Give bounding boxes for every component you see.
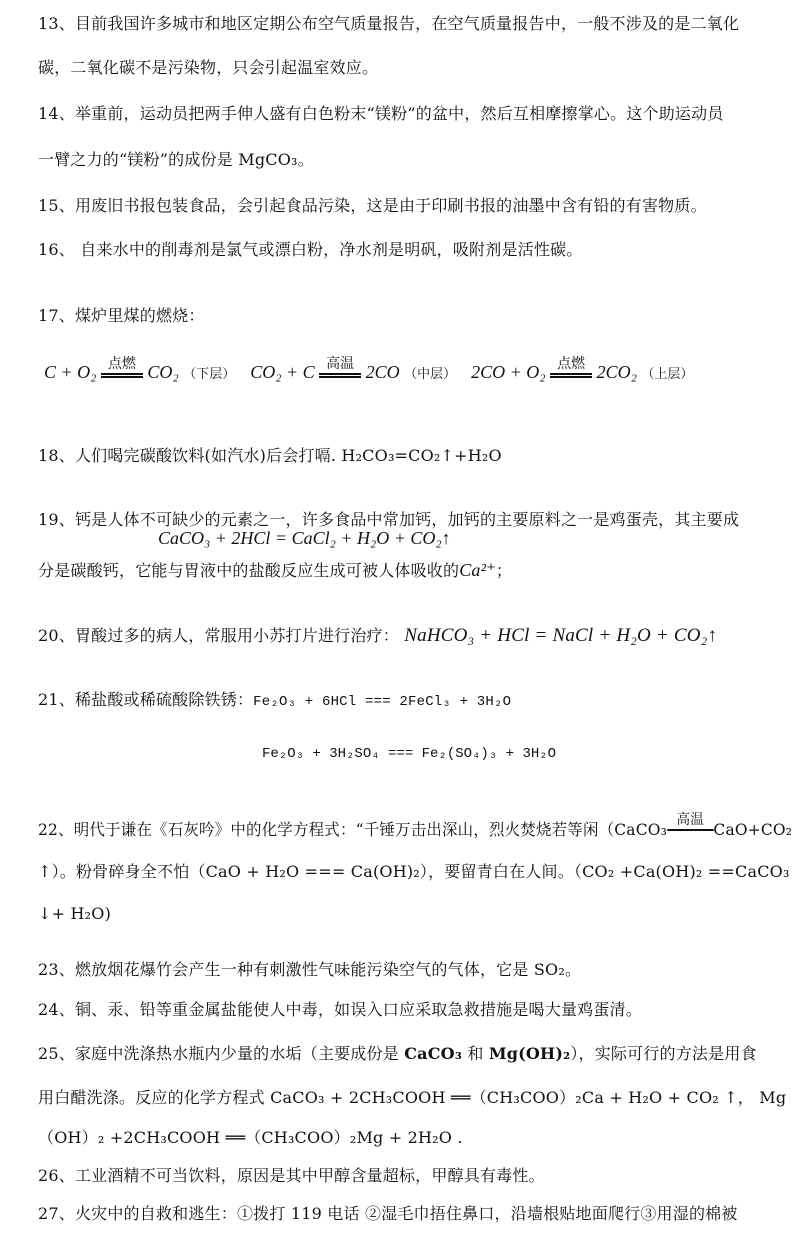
item-19-line-1: 19、钙是人体不可缺少的元素之一，许多食品中常加钙，加钙的主要原料之一是鸡蛋壳，其主要成 [38,510,740,529]
item-19-line-2-text: 分是碳酸钙，它能与胃液中的盐酸反应生成可被人体吸收的 [38,561,460,580]
item-20-equation: NaHCO₃ + HCl = NaCl + H₂O + CO₂↑ [404,625,718,646]
item-25-text-c: ），实际可行的方法是用食 [570,1044,757,1063]
item-14-line-2: 一臂之力的“镁粉”的成份是 MgCO₃。 [38,150,314,169]
item-22-text: 22、明代于谦在《石灰吟》中的化学方程式：“千锤万击出深山，烈火焚烧若等闲（CaCO₃ [38,820,668,839]
item-18-line-1: 18、人们喝完碳酸饮料(如汽水)后会打嗝. H₂CO₃=CO₂↑+H₂O [38,446,502,465]
item-13-line-1: 13、目前我国许多城市和地区定期公布空气质量报告，在空气质量报告中，一般不涉及的是二氧化 [38,14,740,33]
eq2-right: 2CO [365,362,400,382]
eq2-condition: 高温 [326,356,355,373]
eq2-arrow [319,357,361,378]
item-23-line-1: 23、燃放烟花爆竹会产生一种有刺激性气味能污染空气的气体，它是 SO₂。 [38,960,582,979]
eq2-note: （中层） [404,367,457,382]
item-19-line-2-end: ； [495,561,513,580]
eq3-right: 2CO₂ [596,362,637,382]
item-24-line-1: 24、铜、汞、铅等重金属盐能使人中毒，如误入口应采取急救措施是喝大量鸡蛋清。 [38,1000,642,1019]
item-26-line-1: 26、工业酒精不可当饮料，原因是其中甲醇含量超标，甲醇具有毒性。 [38,1166,545,1185]
item-22-condition: 高温 [676,812,704,828]
eq3-note: （上层） [641,367,694,382]
eq1-arrow [101,357,143,378]
item-21-equation-1: Fe₂O₃ + 6HCl === 2FeCl₃ + 3H₂O [253,694,512,710]
item-21-equation-2: Fe₂O₃ + 3H₂SO₄ === Fe₂(SO₄)₃ + 3H₂O [262,746,557,762]
item-22-line-2: ↑）。粉骨碎身全不怕（CaO + H₂O === Ca(OH)₂），要留青白在人间。（CO₂ +Ca(OH)₂ ==CaCO₃ [38,862,790,881]
item-22-line-3: ↓+ H₂O) [38,904,112,923]
eq3-arrow [550,357,592,378]
eq3-condition: 点燃 [557,356,586,373]
item-21-line-1 [38,690,511,712]
item-22-arrow [667,813,713,832]
item-14-line-1: 14、举重前，运动员把两手伸人盛有白色粉末“镁粉”的盆中，然后互相摩擦掌心。这个助运动员 [38,104,724,123]
eq1-note: （下层） [183,367,236,382]
item-27-line-1: 27、火灾中的自救和逃生：①拨打 119 电话 ②湿毛巾捂住鼻口，沿墙根贴地面爬行③用湿的棉被 [38,1204,738,1223]
item-17-equations [44,356,694,384]
calcium-ion: Ca²⁺ [459,560,496,580]
item-22-text-end: CaO+CO₂ [713,820,793,839]
item-25-text-a: 25、家庭中洗涤热水瓶内少量的水垢（主要成份是 [38,1044,405,1063]
item-25-bold-2: Mg(OH)₂ [488,1044,571,1063]
eq2-left: CO₂ + C [250,362,315,382]
item-25-line-1 [38,1044,757,1064]
eq3-left: 2CO + O₂ [471,362,546,382]
item-25-bold-1: CaCO₃ [404,1044,463,1063]
item-25-text-b: 和 [462,1044,489,1063]
eq1-left: C + O₂ [44,362,97,382]
item-25-line-2: 用白醋洗涤。反应的化学方程式 CaCO₃ + 2CH₃COOH ══（CH₃COO）₂Ca + H₂O + CO₂ ↑， Mg [38,1088,787,1107]
item-16-line-1: 16、 自来水中的削毒剂是氯气或漂白粉，净水剂是明矾，吸附剂是活性碳。 [38,240,583,259]
item-20-line-1 [38,626,717,646]
item-25-line-3: （OH）₂ +2CH₃COOH ══（CH₃COO）₂Mg + 2H₂O . [38,1128,463,1147]
item-20-text: 20、胃酸过多的病人，常服用小苏打片进行治疗： [38,626,399,645]
item-19-line-2 [38,560,512,581]
item-21-text: 21、稀盐酸或稀硫酸除铁锈： [38,690,254,709]
item-22-line-1 [38,812,793,840]
eq1-condition: 点燃 [107,356,136,373]
item-15-line-1: 15、用废旧书报包装食品，会引起食品污染，这是由于印刷书报的油墨中含有铅的有害物质。 [38,196,707,215]
item-19-equation: CaCO₃ + 2HCl = CaCl₂ + H₂O + CO₂↑ [158,528,451,548]
item-17-line-1: 17、煤炉里煤的燃烧： [38,306,205,325]
item-13-line-2: 碳，二氧化碳不是污染物，只会引起温室效应。 [38,58,379,77]
eq1-right: CO₂ [147,362,179,382]
